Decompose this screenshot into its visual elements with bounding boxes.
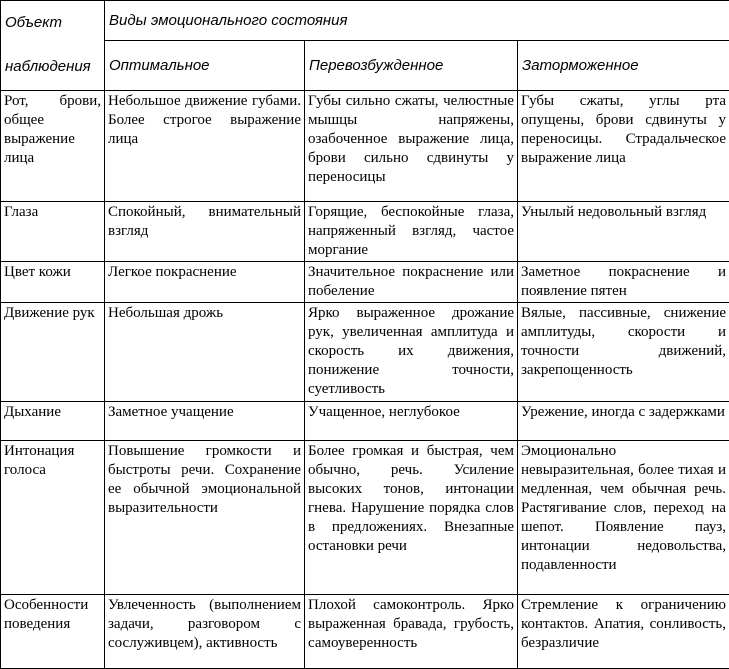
inhibited-cell: Заметное покраснение и появление пятен bbox=[518, 262, 729, 303]
table-row bbox=[1, 202, 729, 262]
header-group-title: Виды эмоционального состояния bbox=[105, 1, 729, 41]
object-cell: Глаза bbox=[1, 202, 105, 262]
header-row-group bbox=[1, 1, 729, 41]
overexcited-cell: Плохой самоконтроль. Ярко выраженная бравада, грубость, самоуверенность bbox=[305, 595, 518, 669]
inhibited-cell: Унылый недовольный взгляд bbox=[518, 202, 729, 262]
overexcited-cell: Ярко выраженное дрожание рук, увеличенная амплитуда и скорость их движения, понижение точности, суетливость bbox=[305, 303, 518, 402]
optimal-cell: Спокойный, внимательный взгляд bbox=[105, 202, 305, 262]
inhibited-cell: Губы сжаты, углы рта опущены, брови сдвинуты у переносицы. Страдальческое выражение лица bbox=[518, 91, 729, 202]
object-cell: Интонация голоса bbox=[1, 441, 105, 595]
object-cell: Рот, брови, общее выражение лица bbox=[1, 91, 105, 202]
table-row bbox=[1, 441, 729, 595]
object-cell: Особенности поведения bbox=[1, 595, 105, 669]
header-object-column: Объект наблюдения bbox=[1, 1, 105, 91]
optimal-cell: Небольшая дрожь bbox=[105, 303, 305, 402]
overexcited-cell: Губы сильно сжаты, челюстные мышцы напряжены, озабоченное выражение лица, брови сильно сдвинуты у переносицы bbox=[305, 91, 518, 202]
inhibited-cell: Эмоционально невыразительная, более тихая и медленная, чем обычная речь. Растягивание слов, переход на шепот. Появление пауз, интонации недовольства, подавленности bbox=[518, 441, 729, 595]
overexcited-cell: Учащенное, неглубокое bbox=[305, 402, 518, 441]
overexcited-cell: Более громкая и быстрая, чем обычно, речь. Усиление высоких тонов, интонации гнева. Нарушение порядка слов в предложениях. Внезапные остановки речи bbox=[305, 441, 518, 595]
table-row bbox=[1, 402, 729, 441]
inhibited-cell: Вялые, пассивные, снижение амплитуды, скорости и точности движений, закрепощенность bbox=[518, 303, 729, 402]
object-cell: Дыхание bbox=[1, 402, 105, 441]
optimal-cell: Небольшое движение губами. Более строгое выражение лица bbox=[105, 91, 305, 202]
optimal-cell: Легкое покраснение bbox=[105, 262, 305, 303]
header-row-states bbox=[1, 40, 729, 90]
optimal-cell: Заметное учащение bbox=[105, 402, 305, 441]
overexcited-cell: Горящие, беспокойные глаза, напряженный взгляд, частое моргание bbox=[305, 202, 518, 262]
inhibited-cell: Урежение, иногда с задержками bbox=[518, 402, 729, 441]
table-row bbox=[1, 262, 729, 303]
table-row bbox=[1, 303, 729, 402]
optimal-cell: Увлеченность (выполнением задачи, разговором с сослуживцем), активность bbox=[105, 595, 305, 669]
header-state-optimal: Оптимальное bbox=[105, 40, 305, 90]
object-cell: Движение рук bbox=[1, 303, 105, 402]
inhibited-cell: Стремление к ограничению контактов. Апатия, сонливость, безразличие bbox=[518, 595, 729, 669]
overexcited-cell: Значительное покраснение или побеление bbox=[305, 262, 518, 303]
table-row bbox=[1, 91, 729, 202]
optimal-cell: Повышение громкости и быстроты речи. Сохранение ее обычной эмоциональной выразительности bbox=[105, 441, 305, 595]
header-state-overexcited: Перевозбужденное bbox=[305, 40, 518, 90]
header-state-inhibited: Заторможенное bbox=[518, 40, 729, 90]
table-row bbox=[1, 595, 729, 669]
object-cell: Цвет кожи bbox=[1, 262, 105, 303]
